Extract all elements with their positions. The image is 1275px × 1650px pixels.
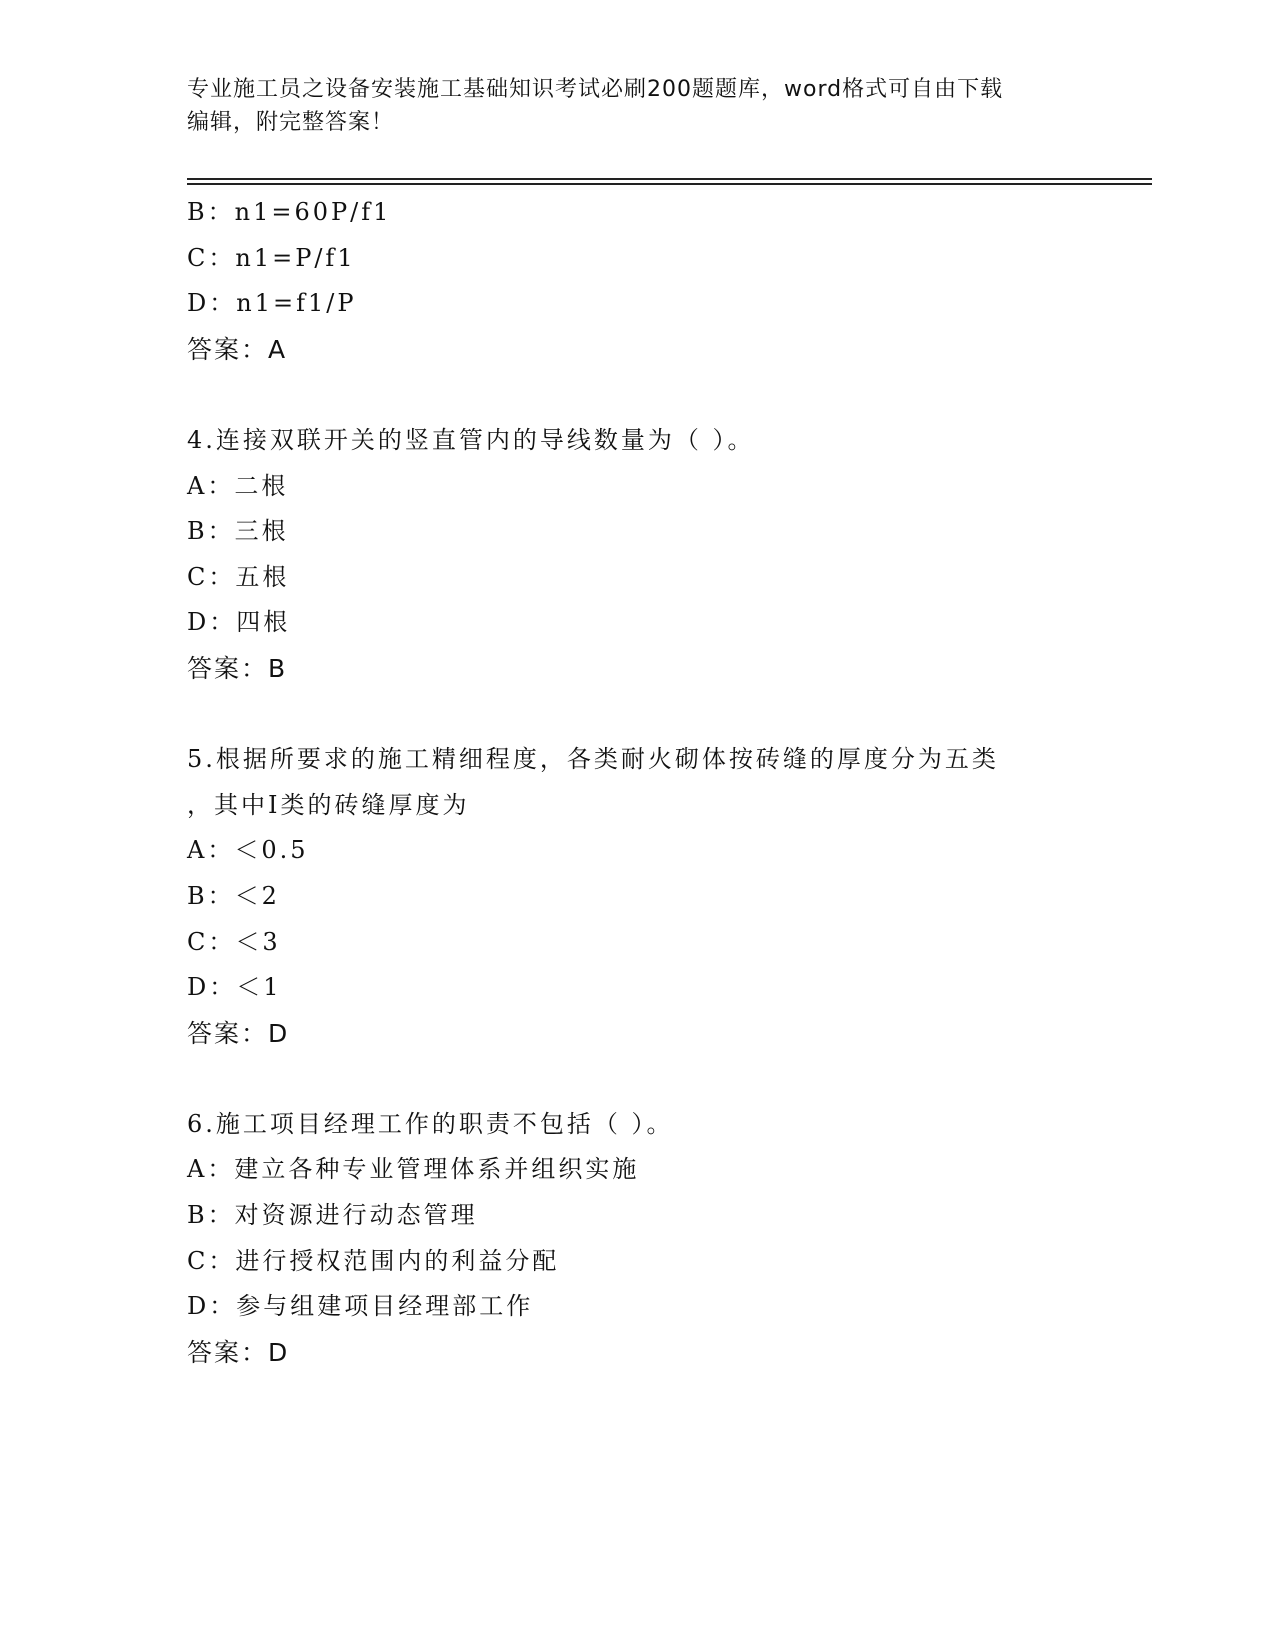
option-b: B：对资源进行动态管理 — [187, 1201, 478, 1230]
question-5 — [187, 737, 1152, 1056]
option-d: D：＜1 — [187, 973, 282, 1002]
question-4 — [187, 418, 1152, 692]
option-c: C：n1=P/f1 — [187, 243, 356, 272]
option-a: A：＜0.5 — [187, 836, 309, 865]
option-b: B：＜2 — [187, 881, 280, 910]
answer: 答案：D — [187, 1018, 290, 1048]
option-d: D：参与组建项目经理部工作 — [187, 1292, 534, 1321]
answer: 答案：A — [187, 334, 288, 364]
option-b: B：n1=60P/f1 — [187, 198, 392, 226]
spacer — [187, 372, 1152, 418]
answer: 答案：B — [187, 653, 288, 683]
answer: 答案：D — [187, 1337, 290, 1367]
question-3 — [187, 190, 1152, 372]
option-b: B：三根 — [187, 517, 289, 546]
option-a: A：建立各种专业管理体系并组织实施 — [187, 1155, 640, 1184]
option-c: C：五根 — [187, 562, 290, 591]
option-d: D：n1=f1/P — [187, 289, 357, 318]
header-divider-top — [187, 178, 1152, 180]
document-header — [187, 73, 1087, 139]
question-text: 4.连接双联开关的竖直管内的导线数量为（ ）。 — [187, 425, 755, 454]
question-6 — [187, 1102, 1152, 1376]
question-text: 6.施工项目经理工作的职责不包括（ ）。 — [187, 1109, 674, 1138]
question-text-line-1: 5.根据所要求的施工精细程度，各类耐火砌体按砖缝的厚度分为五类 — [187, 745, 999, 774]
spacer — [187, 1056, 1152, 1102]
header-title-line-1: 专业施工员之设备安装施工基础知识考试必刷200题题库，word格式可自由下载 — [187, 77, 1004, 102]
option-a: A：二根 — [187, 471, 289, 500]
header-title-line-2: 编辑，附完整答案！ — [187, 110, 395, 135]
spacer — [187, 692, 1152, 738]
option-c: C：＜3 — [187, 927, 281, 956]
document-body — [187, 190, 1152, 1375]
header-divider-bottom — [187, 183, 1152, 185]
question-text-line-2: ，其中Ⅰ类的砖缝厚度为 — [187, 790, 470, 819]
option-d: D：四根 — [187, 608, 291, 637]
option-c: C：进行授权范围内的利益分配 — [187, 1246, 560, 1275]
